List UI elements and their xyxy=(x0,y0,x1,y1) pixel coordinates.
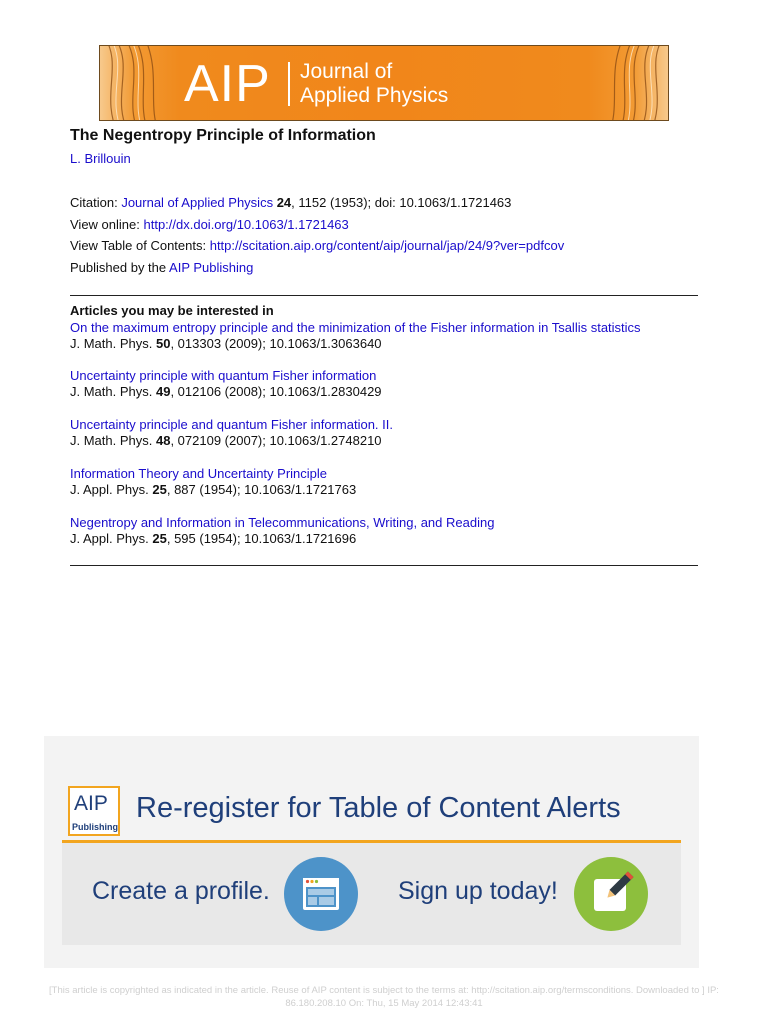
ref-rest: , 012106 (2008); 10.1063/1.2830429 xyxy=(170,384,382,399)
ref-volume: 25 xyxy=(152,531,167,546)
related-article-title[interactable]: On the maximum entropy principle and the minimization of the Fisher information in Tsallis statistics xyxy=(70,320,641,335)
ad-headline: Re-register for Table of Content Alerts xyxy=(136,792,621,824)
journal-link[interactable]: Journal of Applied Physics xyxy=(121,195,274,210)
citation-rest: , 1152 (1953); doi: 10.1063/1.1721463 xyxy=(291,195,512,210)
footer-line2: 86.180.208.10 On: Thu, 15 May 2014 12:43:41 xyxy=(285,998,483,1009)
aip-logo: AIP xyxy=(184,55,271,113)
copyright-footer xyxy=(0,984,768,1010)
ref-rest: , 887 (1954); 10.1063/1.1721763 xyxy=(166,482,357,497)
toc-alerts-ad[interactable] xyxy=(44,736,699,968)
ref-rest: , 595 (1954); 10.1063/1.1721696 xyxy=(166,531,357,546)
ref-volume: 48 xyxy=(155,433,171,448)
related-article-title[interactable]: Uncertainty principle with quantum Fisher information xyxy=(70,368,377,383)
ad-logo-text: AIP xyxy=(74,792,108,815)
related-article-ref xyxy=(70,482,356,497)
ref-rest: , 072109 (2007); 10.1063/1.2748210 xyxy=(170,433,382,448)
related-article-ref xyxy=(70,336,382,351)
related-article-title[interactable]: Information Theory and Uncertainty Principle xyxy=(70,466,327,481)
footer-line1: [This article is copyrighted as indicated in the article. Reuse of AIP content is subject to the terms at: http://scitation.aip.org/termsconditions. Downloaded to ] IP: xyxy=(49,985,719,996)
doi-link[interactable]: http://dx.doi.org/10.1063/1.1721463 xyxy=(143,217,349,232)
ref-journal: J. Appl. Phys. xyxy=(70,531,153,546)
view-online-label: View online: xyxy=(70,217,144,232)
edit-note-icon xyxy=(574,857,648,931)
view-toc-line xyxy=(70,238,564,253)
citation-line xyxy=(70,195,511,210)
author-link[interactable]: L. Brillouin xyxy=(70,151,131,166)
published-by-label: Published by the xyxy=(70,260,170,275)
ref-journal: J. Math. Phys. xyxy=(70,433,156,448)
citation-label: Citation: xyxy=(70,195,122,210)
profile-icon xyxy=(284,857,358,931)
ad-cta-panel xyxy=(62,843,681,945)
journal-name-line2: Applied Physics xyxy=(300,84,449,107)
journal-name xyxy=(300,60,448,108)
swirl-decoration-icon xyxy=(584,45,669,121)
ad-logo-subtext: Publishing xyxy=(72,822,118,832)
swirl-decoration-icon xyxy=(99,45,184,121)
ref-journal: J. Math. Phys. xyxy=(70,336,156,351)
related-article-title[interactable]: Negentropy and Information in Telecommunications, Writing, and Reading xyxy=(70,515,495,530)
article-title: The Negentropy Principle of Information xyxy=(70,127,376,144)
journal-banner[interactable] xyxy=(99,45,669,121)
ref-journal: J. Appl. Phys. xyxy=(70,482,153,497)
related-articles-heading: Articles you may be interested in xyxy=(70,303,274,318)
toc-link[interactable]: http://scitation.aip.org/content/aip/journal/jap/24/9?ver=pdfcov xyxy=(209,238,565,253)
related-article-ref xyxy=(70,384,382,399)
related-article-title[interactable]: Uncertainty principle and quantum Fisher information. II. xyxy=(70,417,393,432)
citation-volume: 24 xyxy=(276,195,292,210)
sign-up-text[interactable]: Sign up today! xyxy=(398,877,558,905)
ref-volume: 49 xyxy=(155,384,171,399)
related-article-ref xyxy=(70,531,356,546)
ref-volume: 25 xyxy=(152,482,167,497)
journal-name-line1: Journal of xyxy=(300,60,393,83)
banner-divider xyxy=(288,62,290,106)
create-profile-text[interactable]: Create a profile. xyxy=(92,877,270,905)
related-article-ref xyxy=(70,433,382,448)
view-toc-label: View Table of Contents: xyxy=(70,238,210,253)
publisher-link[interactable]: AIP Publishing xyxy=(169,260,254,275)
ref-volume: 50 xyxy=(155,336,171,351)
view-online-line xyxy=(70,217,349,232)
ref-journal: J. Math. Phys. xyxy=(70,384,156,399)
ref-rest: , 013303 (2009); 10.1063/1.3063640 xyxy=(170,336,382,351)
divider-bottom xyxy=(70,565,698,566)
published-by-line xyxy=(70,260,253,275)
aip-publishing-logo xyxy=(68,786,120,836)
divider-top xyxy=(70,295,698,296)
